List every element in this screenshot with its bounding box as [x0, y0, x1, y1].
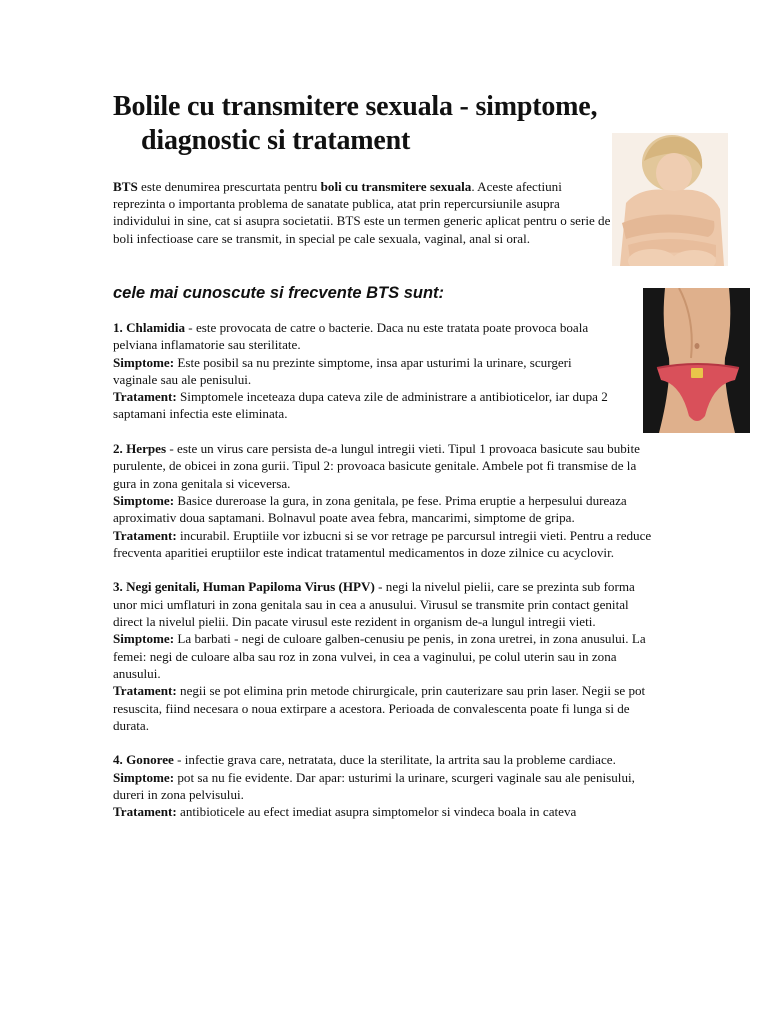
- disease-symptoms: [113, 630, 658, 682]
- disease-treatment: [113, 682, 658, 734]
- treatment-text: incurabil. Eruptiile vor izbucni si se vor retrage pe parcursul intregii vieti. Pentru a reduce frecventa aparitiei eruptiilor este indicat tratamentul medicamentos in doze zilnice cu acyclovir.: [113, 527, 652, 560]
- disease-symptoms: [113, 769, 658, 804]
- section-heading: cele mai cunoscute si frecvente BTS sunt:: [113, 284, 445, 302]
- intro-text-2: . Aceste afectiuni reprezinta o importanta problema de sanatate publica, atat prin repercursiunile asupra individului in sine, cat si asupra societatii. BTS este un termen generic aplicat pentru o serie de boli infectioase care se transmit, in special pe cale sexuala, vaginal, anal si oral.: [113, 179, 611, 246]
- woman-photo: [612, 133, 728, 266]
- intro-paragraph: [113, 178, 613, 247]
- intro-text-1: este denumirea prescurtata pentru: [137, 179, 321, 194]
- treatment-text: negii se pot elimina prin metode chirurgicale, prin cauterizare sau prin laser. Negii se pot resuscita, fiind necesara o noua extirpare a acestora. Perioada de convalescenta poate fi lunga si de durata.: [113, 683, 646, 733]
- underwear-photo: [643, 288, 750, 433]
- symptoms-label: Simptome:: [113, 631, 175, 647]
- disease-list: [113, 319, 658, 838]
- disease-item-herpes: [113, 440, 658, 561]
- torso-illustration: [643, 288, 750, 433]
- disease-description: [113, 440, 658, 492]
- disease-treatment: [113, 388, 618, 423]
- treatment-label: Tratament:: [113, 804, 177, 820]
- disease-item-hpv: [113, 578, 658, 734]
- disease-description: [113, 751, 658, 768]
- intro-term: boli cu transmitere sexuala: [320, 179, 472, 194]
- treatment-text: Simptomele inceteaza dupa cateva zile de administrare a antibioticelor, iar dupa 2 saptamani infectia este eliminata.: [113, 389, 608, 422]
- page-title: [113, 90, 673, 158]
- intro-abbreviation: BTS: [113, 179, 138, 194]
- treatment-text: antibioticele au efect imediat asupra simptomelor si vindeca boala in cateva: [176, 804, 577, 820]
- disease-symptoms: [113, 492, 658, 527]
- page-title-line-1: Bolile cu transmitere sexuala - simptome,: [113, 91, 598, 122]
- symptoms-label: Simptome:: [113, 769, 175, 785]
- disease-description-text: - este provocata de catre o bacterie. Daca nu este tratata poate provoca boala pelviana inflamatorie sau sterilitate.: [113, 320, 589, 353]
- disease-description: [113, 319, 618, 354]
- disease-name: 3. Negi genitali, Human Papiloma Virus (HPV): [113, 579, 375, 595]
- symptoms-label: Simptome:: [113, 354, 175, 370]
- symptoms-text: pot sa nu fie evidente. Dar apar: usturimi la urinare, scurgeri vaginale sau ale penisului, dureri in zona pelvisului.: [113, 769, 635, 803]
- treatment-label: Tratament:: [113, 527, 177, 543]
- disease-description-text: - este un virus care persista de-a lungul intregii vieti. Tipul 1 provoaca basicute sau bubite purulente, de obicei in zona gurii. Tipul 2: provoaca basicute genitale. Ambele pot fi transmise de la gura in zona genitala si viceversa.: [113, 441, 640, 491]
- treatment-label: Tratament:: [113, 389, 177, 405]
- disease-name: 4. Gonoree: [113, 752, 174, 768]
- disease-treatment: [113, 527, 658, 562]
- disease-treatment: [113, 803, 658, 820]
- symptoms-text: Basice dureroase la gura, in zona genitala, pe fese. Prima eruptie a herpesului dureaza aproximativ doua saptamani. Bolnavul poate avea febra, mancarimi, simptome de gripa.: [113, 492, 627, 526]
- disease-item-chlamidia: [113, 319, 618, 423]
- treatment-label: Tratament:: [113, 683, 177, 699]
- page-title-line-2: diagnostic si tratament: [141, 125, 411, 156]
- disease-item-gonoree: [113, 751, 658, 820]
- disease-symptoms: [113, 354, 618, 389]
- disease-name: 2. Herpes: [113, 441, 167, 457]
- symptoms-text: Este posibil sa nu prezinte simptome, insa apar usturimi la urinare, scurgeri vaginale sau ale penisului.: [113, 354, 572, 387]
- disease-description-text: - negi la nivelul pielii, care se prezinta sub forma unor mici umflaturi in zona genitala sau in cea a anusului. Virusul se transmite prin contact genital direct la nivelul pielii. Din pacate virusul este rezident in organism de-a lungul intregii vieti.: [113, 579, 635, 630]
- symptoms-text: La barbati - negi de culoare galben-cenusiu pe penis, in zona uretrei, in zona anusului. La femei: negi de culoare alba sau roz in zona vulvei, in cea a vaginului, pe colul uterin sau in zona anusului.: [113, 631, 646, 681]
- disease-description: [113, 578, 658, 630]
- disease-description-text: - infectie grava care, netratata, duce la sterilitate, la artrita sau la probleme cardiace.: [173, 752, 616, 768]
- symptoms-label: Simptome:: [113, 492, 175, 508]
- disease-name: 1. Chlamidia: [113, 320, 186, 335]
- woman-illustration: [612, 133, 728, 266]
